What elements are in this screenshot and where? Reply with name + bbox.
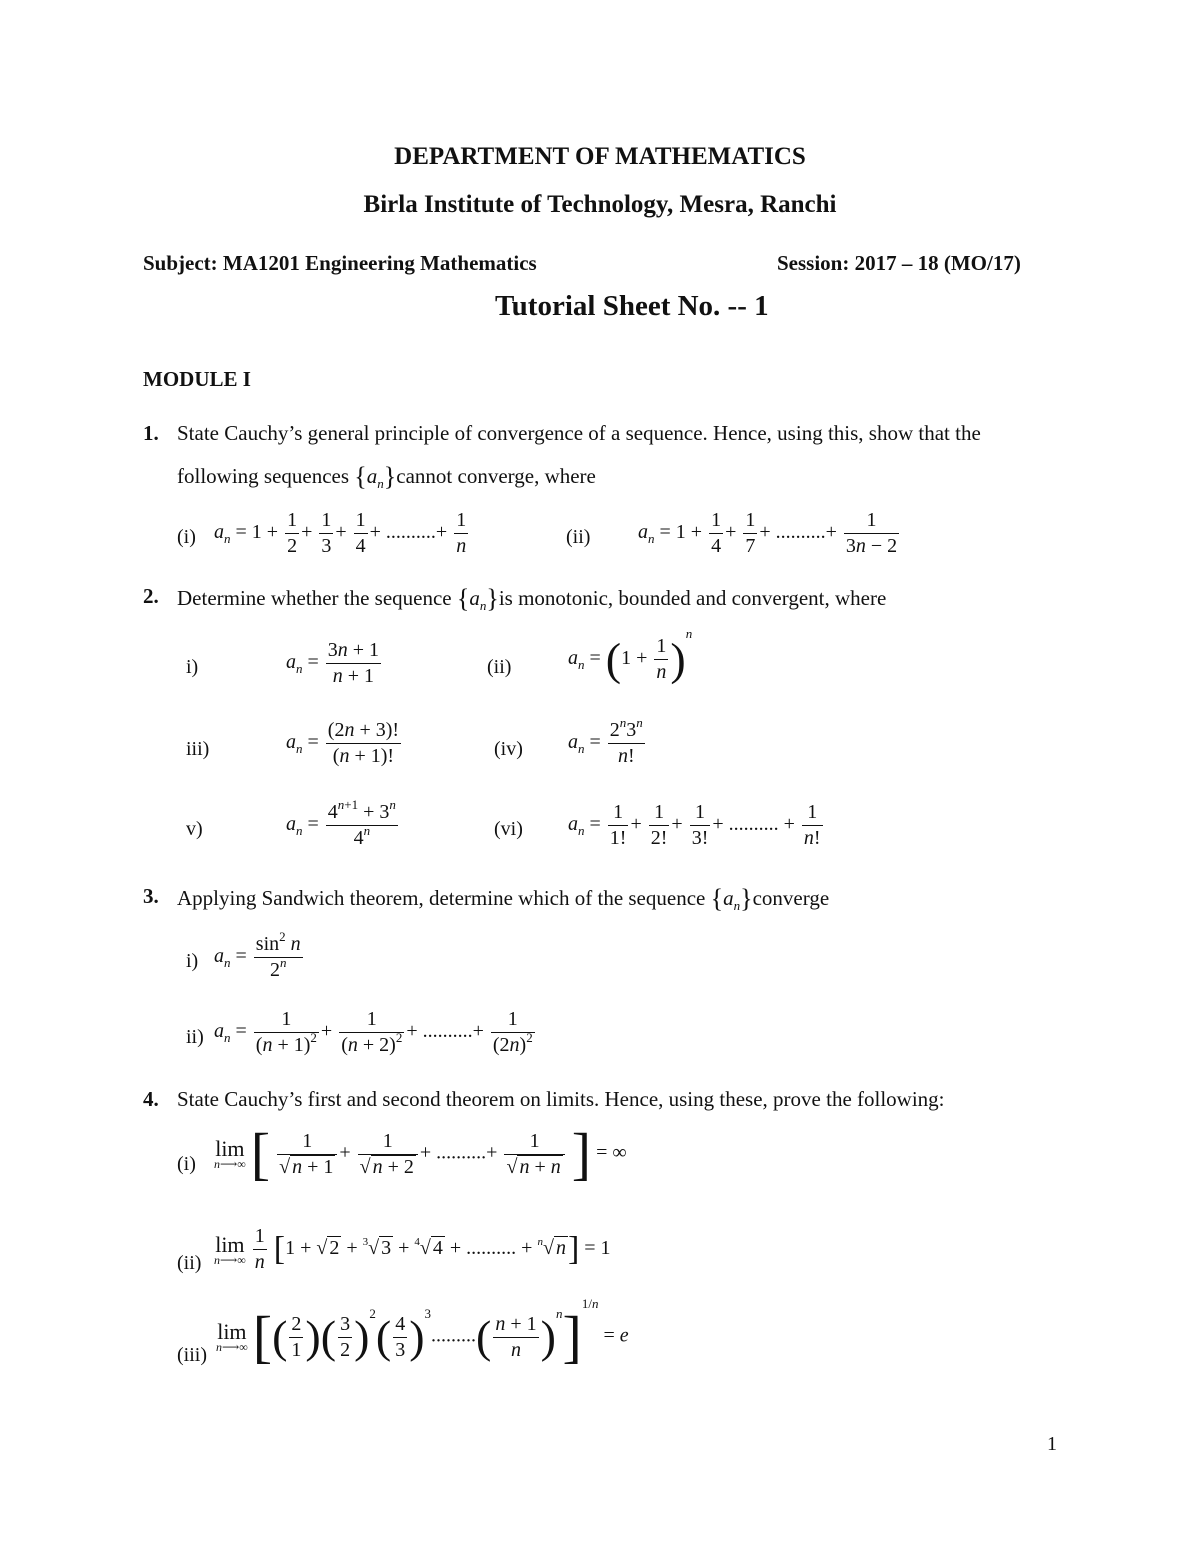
q4-formula-iii: lim n⟶∞ [( $\frac{2}{1}$ )( $\frac{3}{2}$ )$^2$( $\frac{4}{3}$ )$^3$.........( $\frac{n + 1}{n}$ )$^n$]$^{1/n}$ = e bbox=[216, 1295, 629, 1369]
question-1-number: 1. bbox=[143, 421, 159, 445]
question-2-text bbox=[177, 584, 886, 614]
q2-label-v: v) bbox=[186, 818, 203, 840]
q2-formula-ii: $a_n = (1$ + $\frac{1}{n}$ )$^n$ bbox=[568, 626, 693, 685]
q2-formula-vi: $a_n$ = $\frac{1}{1!}$ + $\frac{1}{2!}$ + $\frac{1}{3!}$ + .......... + $\frac{1}{n!}$ bbox=[568, 801, 821, 849]
q2-label-vi: (vi) bbox=[494, 818, 523, 840]
q2-label-ii: (ii) bbox=[487, 656, 512, 678]
q3-label-ii: ii) bbox=[186, 1026, 204, 1048]
q1-formula-i: $a_n = 1$ + $\frac{1}{2}$ + $\frac{1}{3}$ + $\frac{1}{4}$ + ..........+ $\frac{1}{n}$ bbox=[214, 509, 467, 557]
q4-label-iii: (iii) bbox=[177, 1344, 207, 1366]
subject-line: Subject: MA1201 Engineering Mathematics bbox=[143, 251, 537, 275]
question-3-text bbox=[177, 884, 829, 914]
question-2-number: 2. bbox=[143, 584, 159, 608]
q1-formula-ii: $a_n = 1$ + $\frac{1}{4}$ + $\frac{1}{7}$ + ..........+ $\frac{1}{3n - 2}$ bbox=[638, 509, 898, 557]
sequence-notation: $\{a_n\}$ bbox=[456, 584, 499, 613]
question-3-text-post: converge bbox=[752, 886, 830, 910]
question-4-number: 4. bbox=[143, 1087, 159, 1111]
q4-label-ii: (ii) bbox=[177, 1252, 202, 1274]
q4-label-i: (i) bbox=[177, 1153, 196, 1175]
question-2-text-pre: Determine whether the sequence bbox=[177, 586, 452, 610]
question-3-number: 3. bbox=[143, 884, 159, 908]
question-2-text-post: is monotonic, bounded and convergent, where bbox=[498, 586, 887, 610]
q4-formula-ii: lim n⟶∞ $\frac{1}{n}$ [1 + √ 2 + $^3$√ 3 + $^4$√ 4 + .......... + $^n$√ n] = 1 bbox=[214, 1225, 611, 1273]
question-4-text: State Cauchy’s first and second theorem on limits. Hence, using these, prove the following: bbox=[177, 1087, 945, 1111]
question-1-text-line2 bbox=[177, 462, 596, 492]
q2-label-iv: (iv) bbox=[494, 738, 523, 760]
q4-formula-i: lim n⟶∞ [ $\frac{1}{√ n + 1}$ + $\frac{1}{√ n + 2}$ + ..........+ $\frac{1}{√ n + n}$ ] = ∞ bbox=[214, 1121, 627, 1186]
q3-label-i: i) bbox=[186, 950, 199, 972]
q3-formula-ii: $a_n$ = $\frac{1}{(n + 1)^2}$ + $\frac{1}{(n + 2)^2}$ + ..........+ $\frac{1}{(2n)^2}$ bbox=[214, 1008, 533, 1056]
q2-formula-i: $a_n$ = $\frac{3n + 1}{n + 1}$ bbox=[286, 639, 380, 687]
module-heading: MODULE I bbox=[143, 367, 251, 391]
department-heading: DEPARTMENT OF MATHEMATICS bbox=[394, 143, 806, 170]
q3-formula-i: $a_n$ = $\frac{\sin^2 n}{2^n}$ bbox=[214, 929, 301, 981]
question-3-text-pre: Applying Sandwich theorem, determine which of the sequence bbox=[177, 886, 706, 910]
question-1-text-post: cannot converge, where bbox=[396, 464, 596, 488]
q2-formula-iv: $a_n$ = $\frac{2^n3^n}{n!}$ bbox=[568, 715, 643, 767]
q2-label-iii: iii) bbox=[186, 738, 210, 760]
question-1-text-pre: following sequences bbox=[177, 464, 350, 488]
q2-formula-iii: $a_n$ = $\frac{(2n + 3)!}{(n + 1)!}$ bbox=[286, 719, 400, 767]
page-number: 1 bbox=[1047, 1433, 1057, 1455]
sequence-notation: $\{a_n\}$ bbox=[354, 462, 397, 491]
session-line: Session: 2017 – 18 (MO/17) bbox=[777, 251, 1021, 275]
sequence-notation: $\{a_n\}$ bbox=[710, 884, 753, 913]
q2-label-i: i) bbox=[186, 656, 199, 678]
q1-label-ii: (ii) bbox=[566, 526, 591, 548]
q2-formula-v: $a_n$ = $\frac{4^{n+1} + 3^n}{4^n}$ bbox=[286, 797, 396, 849]
q1-label-i: (i) bbox=[177, 526, 196, 548]
institute-heading: Birla Institute of Technology, Mesra, Ranchi bbox=[363, 191, 837, 218]
sheet-title: Tutorial Sheet No. -- 1 bbox=[495, 290, 769, 322]
question-1-text-line1: State Cauchy’s general principle of convergence of a sequence. Hence, using this, show that the bbox=[177, 421, 981, 445]
